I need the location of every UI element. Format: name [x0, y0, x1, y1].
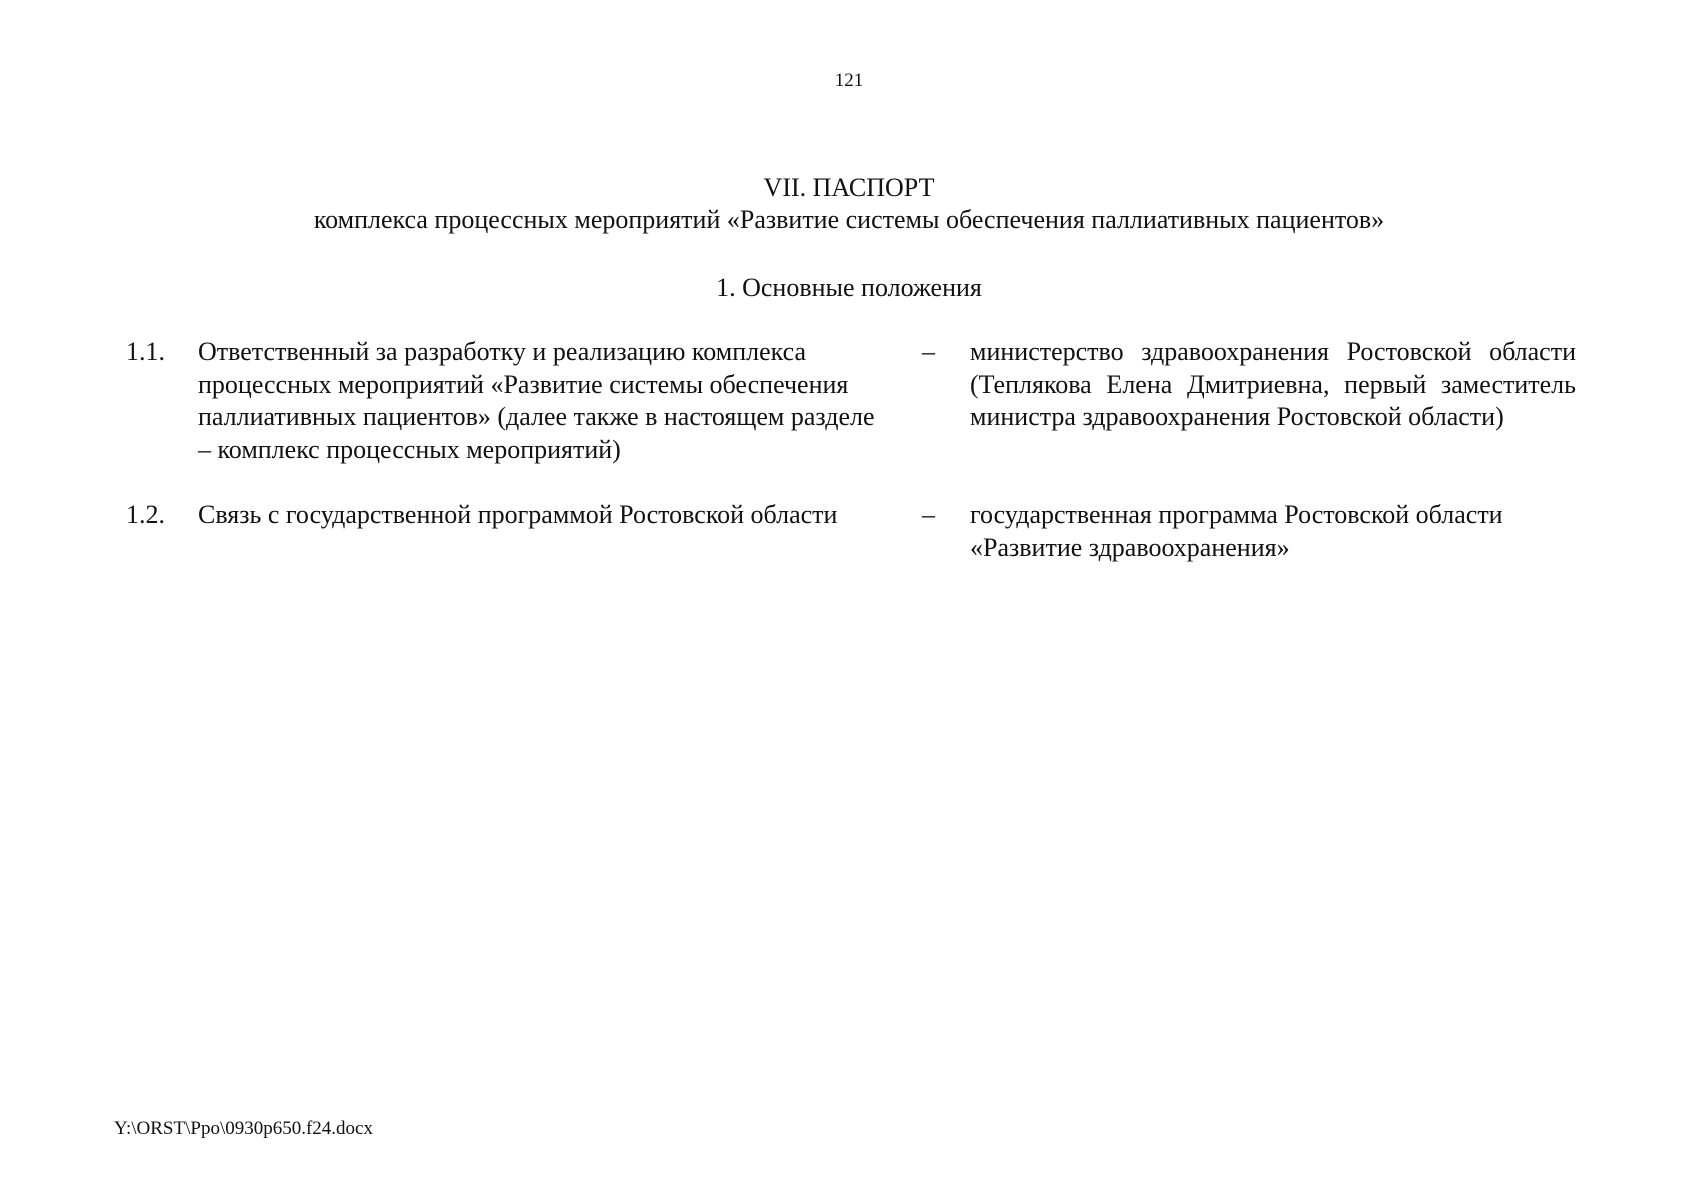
page-number: 121 — [834, 70, 864, 91]
item-label: Связь с государственной программой Ростовской области — [198, 500, 838, 529]
provisions-list — [0, 336, 1698, 569]
item-number: 1.1. — [126, 337, 165, 366]
title-line-2: комплекса процессных мероприятий «Развитие системы обеспечения паллиативных пациентов» — [313, 205, 1385, 234]
item-number: 1.2. — [126, 500, 165, 529]
section-heading: 1. Основные положения — [716, 273, 982, 302]
provision-item-1-1 — [0, 336, 1698, 499]
item-label: Ответственный за разработку и реализацию комплекса процессных мероприятий «Развитие системы обеспечения паллиативных пациентов» (далее также в настоящем разделе – комплекс процессных мероприятий) — [198, 337, 875, 464]
item-value: министерство здравоохранения Ростовской области (Теплякова Елена Дмитриевна, первый заместитель министра здравоохранения Ростовской области) — [970, 337, 1576, 431]
provision-item-1-2 — [0, 499, 1698, 569]
document-title — [0, 172, 1698, 236]
title-line-1: VII. ПАСПОРТ — [763, 173, 935, 202]
item-dash: – — [922, 337, 935, 366]
footer-file-path: Y:\ORST\Ppo\0930p650.f24.docx — [114, 1118, 373, 1139]
item-value: государственная программа Ростовской области «Развитие здравоохранения» — [970, 500, 1503, 562]
item-dash: – — [922, 500, 935, 529]
